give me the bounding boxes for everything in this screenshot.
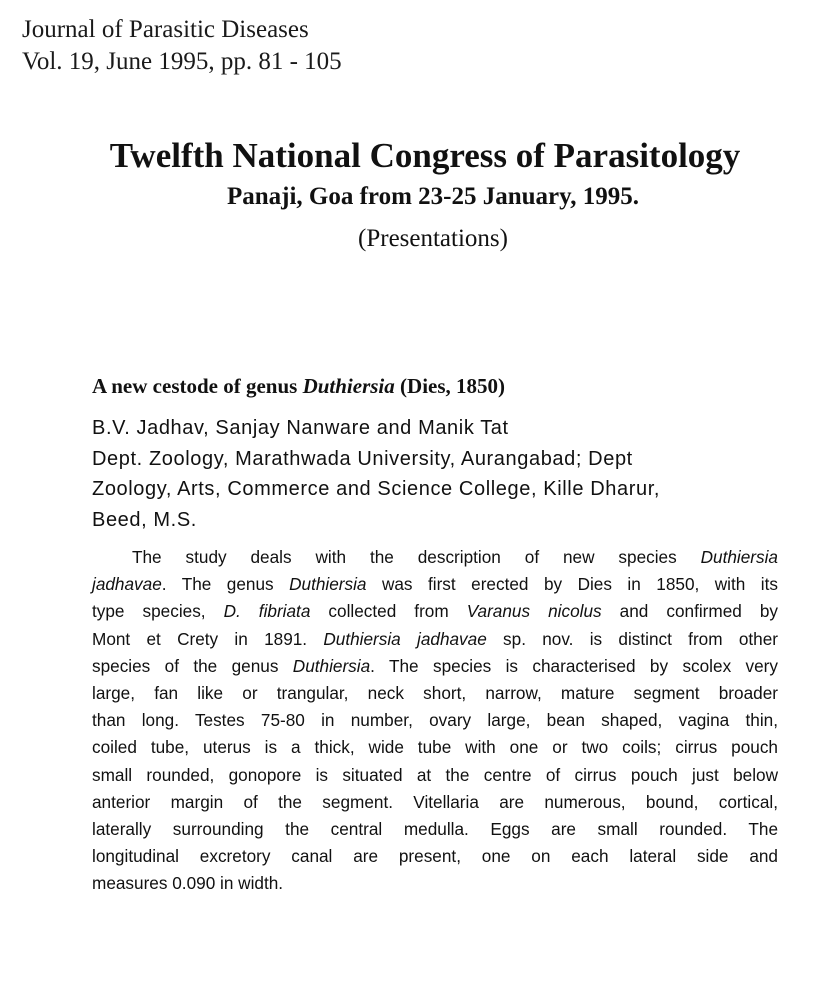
journal-header	[22, 14, 342, 78]
abstract-line: longitudinal excretory canal are present, one on each lateral side and	[92, 846, 778, 867]
journal-citation: Vol. 19, June 1995, pp. 81 - 105	[22, 48, 342, 75]
abstract-line: laterally surrounding the central medulla. Eggs are small rounded. The	[92, 819, 778, 840]
abstract-line: type species, D. fibriata collected from Varanus nicolus and confirmed by	[92, 601, 778, 622]
abstract-line: Mont et Crety in 1891. Duthiersia jadhavae sp. nov. is distinct from other	[92, 628, 779, 649]
congress-heading	[0, 134, 840, 256]
affiliation-line: Dept. Zoology, Marathwada University, Aurangabad; Dept	[92, 447, 633, 470]
abstract-line: small rounded, gonopore is situated at the centre of cirrus pouch just below	[92, 764, 778, 785]
abstract-line: species of the genus Duthiersia. The species is characterised by scolex very	[92, 655, 778, 676]
abstract-line: measures 0.090 in width.	[92, 873, 284, 894]
section-label: (Presentations)	[358, 225, 508, 252]
affiliation-line: Zoology, Arts, Commerce and Science College, Kille Dharur,	[92, 478, 661, 500]
abstract-line: The study deals with the description of new species Duthiersia	[132, 547, 778, 567]
abstract-line: than long. Testes 75-80 in number, ovary large, bean shaped, vagina thin,	[92, 710, 778, 731]
abstract-line: jadhavae. The genus Duthiersia was first erected by Dies in 1850, with its	[92, 574, 778, 595]
affiliation-line: Beed, M.S.	[92, 508, 197, 531]
authors: B.V. Jadhav, Sanjay Nanware and Manik Tat	[92, 417, 509, 439]
abstract-line: anterior margin of the segment. Vitellaria are numerous, bound, cortical,	[92, 791, 778, 812]
author-block	[92, 413, 792, 535]
abstract	[92, 544, 778, 898]
abstract-line: large, fan like or trangular, neck short, narrow, mature segment broader	[92, 683, 778, 704]
article-title-pre: A new cestode of genus	[92, 374, 303, 398]
congress-title: Twelfth National Congress of Parasitology	[109, 136, 741, 175]
abstract-line: coiled tube, uterus is a thick, wide tube with one or two coils; cirrus pouch	[92, 737, 778, 758]
article-title-genus: Duthiersia	[302, 374, 395, 398]
journal-name: Journal of Parasitic Diseases	[22, 16, 309, 43]
article-title-post: (Dies, 1850)	[394, 374, 506, 398]
congress-place-date: Panaji, Goa from 23-25 January, 1995.	[226, 183, 640, 210]
article-title	[92, 372, 505, 400]
